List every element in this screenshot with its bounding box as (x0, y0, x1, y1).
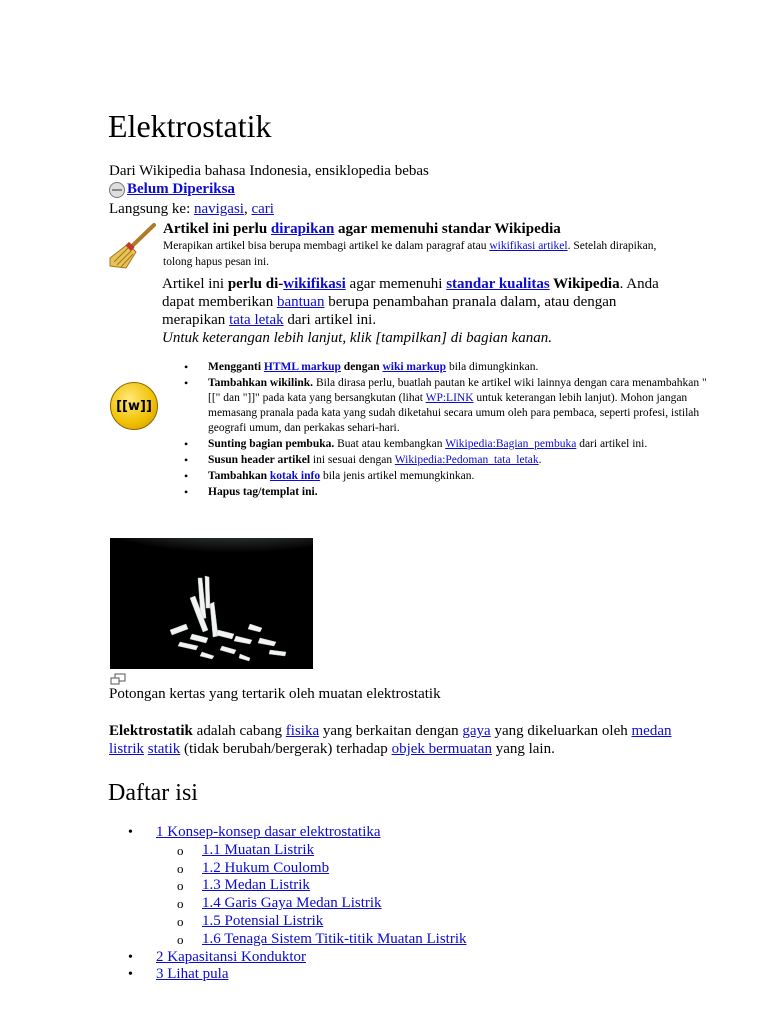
wikify-article-link[interactable]: wikifikasi artikel (489, 240, 568, 252)
wikify-link[interactable] (283, 276, 346, 292)
check-status-link[interactable]: Belum Diperiksa (127, 181, 235, 197)
site-tagline: Dari Wikipedia bahasa Indonesia, ensiklopedia bebas (109, 163, 429, 179)
wikify-text-2: perlu di- (227, 276, 284, 292)
task-item (208, 360, 708, 375)
task-item (208, 469, 708, 484)
broom-icon (108, 222, 160, 270)
toc-link[interactable]: 1.4 Garis Gaya Medan Listrik (202, 895, 382, 912)
wp-link-link[interactable]: WP:LINK (425, 392, 474, 404)
force-link[interactable]: gaya (462, 723, 491, 739)
toc-link[interactable]: 1 Konsep-konsep dasar elektrostatika (156, 824, 381, 840)
quality-standard-link[interactable] (446, 276, 550, 292)
task-4-rest-1: ini sesuai dengan (310, 454, 395, 466)
unreviewed-icon (109, 182, 125, 198)
wikify-text-4: Wikipedia (549, 276, 620, 292)
page-title: Elektrostatik (108, 108, 272, 144)
toc-link[interactable]: 1.6 Tenaga Sistem Titik-titik Muatan Listrik (202, 930, 467, 947)
wikify-text-1: Artikel ini (162, 276, 228, 292)
toc-link[interactable]: 2 Kapasitansi Konduktor (156, 948, 306, 965)
task-item (208, 485, 708, 500)
layout-link[interactable]: tata letak (229, 312, 284, 328)
task-2-rest-2: untuk keterangan lebih lanjut). Mohon jangan memasang pranala pada kata yang sudah diketahui secara umum oleh para pembaca, seperti profesi, istilah geografi umum, dan perkakas sehari-hari. (208, 392, 700, 434)
toc-link[interactable]: 3 Lihat pula (156, 966, 229, 983)
task-3-rest-1: Buat atau kembangkan (334, 438, 446, 450)
task-4-rest-2: . (538, 454, 542, 466)
toc-item (108, 842, 467, 860)
toc-item (108, 949, 467, 967)
toc-heading: Daftar isi (108, 780, 198, 806)
intro-text-3: yang dikeluarkan oleh (490, 723, 632, 739)
cleanup-text-pre: Merapikan artikel bisa berupa membagi artikel ke dalam paragraf atau (163, 240, 490, 252)
intro-text-5: (tidak berubah/bergerak) terhadap (180, 741, 392, 757)
toc-link[interactable]: 1.1 Muatan Listrik (202, 841, 315, 858)
task-2-rest-1: Bila dirasa perlu, buatlah pautan ke artikel wiki lainnya dengan cara menambahkan "[[" dan "]]" pada kata yang bersangkutan (lihat (208, 377, 707, 404)
jump-label: Langsung ke: (109, 201, 194, 217)
wikify-note: Untuk keterangan lebih lanjut, klik [tampilkan] di bagian kanan. (162, 330, 552, 346)
cleanup-notice-title (163, 221, 561, 238)
cleanup-title-pre: Artikel ini perlu (163, 221, 271, 237)
toc-link[interactable]: 1.5 Potensial Listrik (202, 912, 324, 929)
lead-section-link[interactable]: Wikipedia:Bagian_pembuka (445, 438, 577, 450)
task-4-bold: Susun header artikel (208, 454, 311, 466)
task-item (208, 437, 708, 452)
intro-bold: Elektrostatik (109, 723, 193, 739)
enlarge-icon[interactable] (110, 673, 126, 685)
cleanup-text-post: . Setelah dirapikan, tolong hapus pesan ini. (163, 240, 657, 268)
task-3-bold: Sunting bagian pembuka. (208, 438, 335, 450)
task-5-rest: bila jenis artikel memungkinkan. (320, 470, 475, 482)
paper-pieces-photo[interactable] (110, 538, 313, 669)
jump-search-link[interactable]: cari (251, 201, 274, 217)
wiki-markup-icon (110, 382, 158, 430)
figure-caption: Potongan kertas yang tertarik oleh muatan elektrostatik (109, 686, 441, 702)
wikify-text-6: berupa penambahan pranala dalam, atau dengan merapikan (162, 294, 617, 328)
electric-field-link[interactable]: medan listrik (109, 723, 672, 757)
cleanup-title-post: agar memenuhi standar Wikipedia (334, 221, 561, 237)
intro-paragraph (109, 722, 709, 758)
intro-text-1: adalah cabang (192, 723, 286, 739)
infobox-label: kotak info (269, 470, 321, 482)
intro-text-2: yang berkaitan dengan (319, 723, 463, 739)
wikify-text-7: dari artikel ini. (283, 312, 377, 328)
table-of-contents (108, 824, 467, 984)
task-2-bold: Tambahkan wikilink. (208, 377, 314, 389)
static-link[interactable]: statik (147, 741, 181, 757)
toc-item (108, 966, 467, 984)
task-3-rest-2: dari artikel ini. (576, 438, 648, 450)
wiki-badge-label: [[w]] (116, 398, 152, 414)
task-list (208, 360, 708, 501)
infobox-link[interactable] (270, 470, 320, 482)
physics-link[interactable]: fisika (285, 723, 320, 739)
jump-navigation-link[interactable]: navigasi (193, 201, 244, 217)
jump-links (109, 201, 274, 218)
toc-link[interactable]: 1.2 Hukum Coulomb (202, 859, 330, 876)
toc-item (108, 824, 467, 842)
wikify-text-5: . Anda dapat memberikan (162, 276, 659, 310)
charged-object-link[interactable]: objek bermuatan (391, 741, 492, 757)
toc-item (108, 913, 467, 931)
check-status (109, 181, 235, 198)
cleanup-notice-text (163, 238, 673, 270)
toc-item (108, 895, 467, 913)
wikify-notice (162, 275, 682, 347)
wiki-markup-link[interactable] (382, 361, 446, 373)
toc-link[interactable]: 1.3 Medan Listrik (202, 877, 310, 894)
task-1-rest: bila dimungkinkan. (446, 361, 539, 373)
jump-separator: , (243, 201, 252, 217)
html-markup-label: HTML markup (263, 361, 341, 373)
wikify-link-label: wikifikasi (283, 276, 346, 292)
toc-item (108, 931, 467, 949)
help-link[interactable]: bantuan (276, 294, 325, 310)
quality-standard-label: standar kualitas (446, 276, 550, 292)
task-item (208, 376, 708, 436)
cleanup-link[interactable]: dirapikan (270, 221, 335, 237)
toc-item (108, 877, 467, 895)
layout-guide-link[interactable]: Wikipedia:Pedoman_tata_letak (394, 454, 539, 466)
task-6-bold: Hapus tag/templat ini. (208, 486, 318, 498)
toc-item (108, 860, 467, 878)
task-1-bold-2: dengan (340, 361, 383, 373)
intro-text-6: yang lain. (491, 741, 555, 757)
wikify-text-3: agar memenuhi (345, 276, 447, 292)
html-markup-link[interactable] (264, 361, 341, 373)
task-item (208, 453, 708, 468)
task-1-bold: Mengganti (208, 361, 264, 373)
wiki-markup-label: wiki markup (382, 361, 447, 373)
task-5-bold: Tambahkan (208, 470, 270, 482)
